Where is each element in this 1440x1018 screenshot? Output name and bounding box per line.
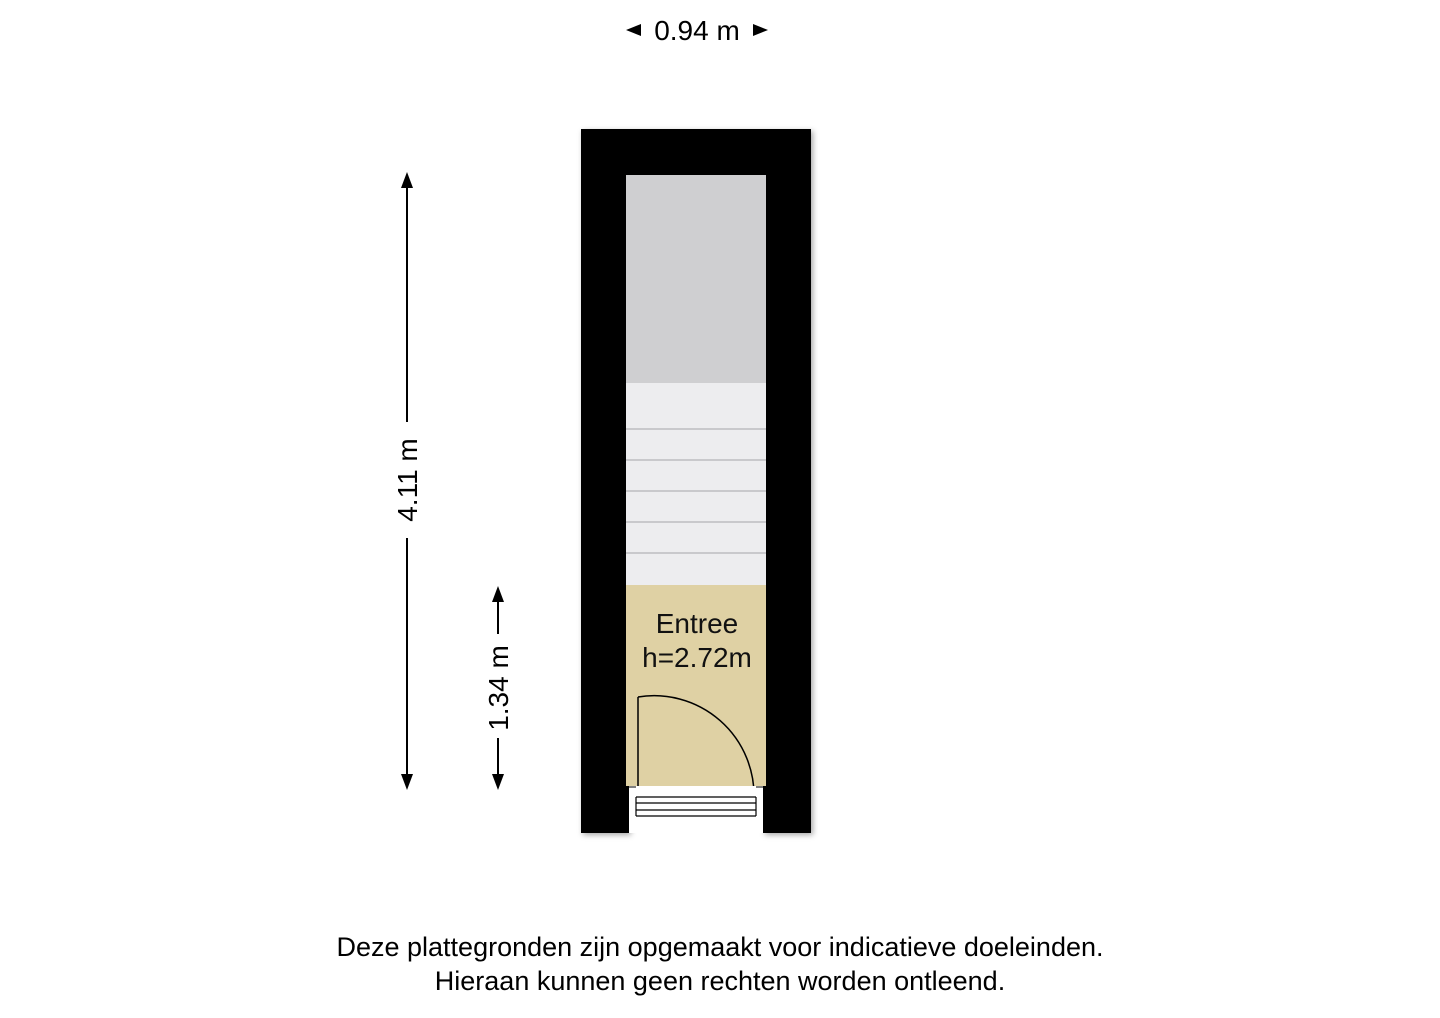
room-height: h=2.72m (642, 642, 752, 673)
stair-tread (626, 553, 766, 585)
arrow-right-icon (753, 24, 768, 36)
arrow-up-icon (492, 586, 504, 602)
stair-upper (626, 175, 766, 383)
staircase (626, 383, 766, 585)
total-length-label: 4.11 m (392, 438, 423, 522)
stair-tread (626, 460, 766, 491)
disclaimer (0, 930, 1440, 998)
room-name: Entree (655, 608, 739, 639)
arrow-down-icon (492, 774, 504, 790)
stair-tread (626, 383, 766, 429)
disclaimer-line-1: Deze plattegronden zijn opgemaakt voor indicatieve doeleinden. (336, 932, 1104, 962)
entree-length-dimension (483, 586, 514, 790)
entree-length-label: 1.34 m (483, 645, 514, 731)
width-dimension (626, 15, 768, 46)
stair-tread (626, 429, 766, 460)
total-length-dimension (392, 172, 423, 790)
arrow-left-icon (626, 24, 641, 36)
width-dimension-label: 0.94 m (654, 15, 740, 46)
stair-tread (626, 491, 766, 522)
arrow-down-icon (401, 774, 413, 790)
disclaimer-line-2: Hieraan kunnen geen rechten worden ontleend. (434, 966, 1006, 996)
arrow-up-icon (401, 172, 413, 188)
stair-tread (626, 522, 766, 553)
